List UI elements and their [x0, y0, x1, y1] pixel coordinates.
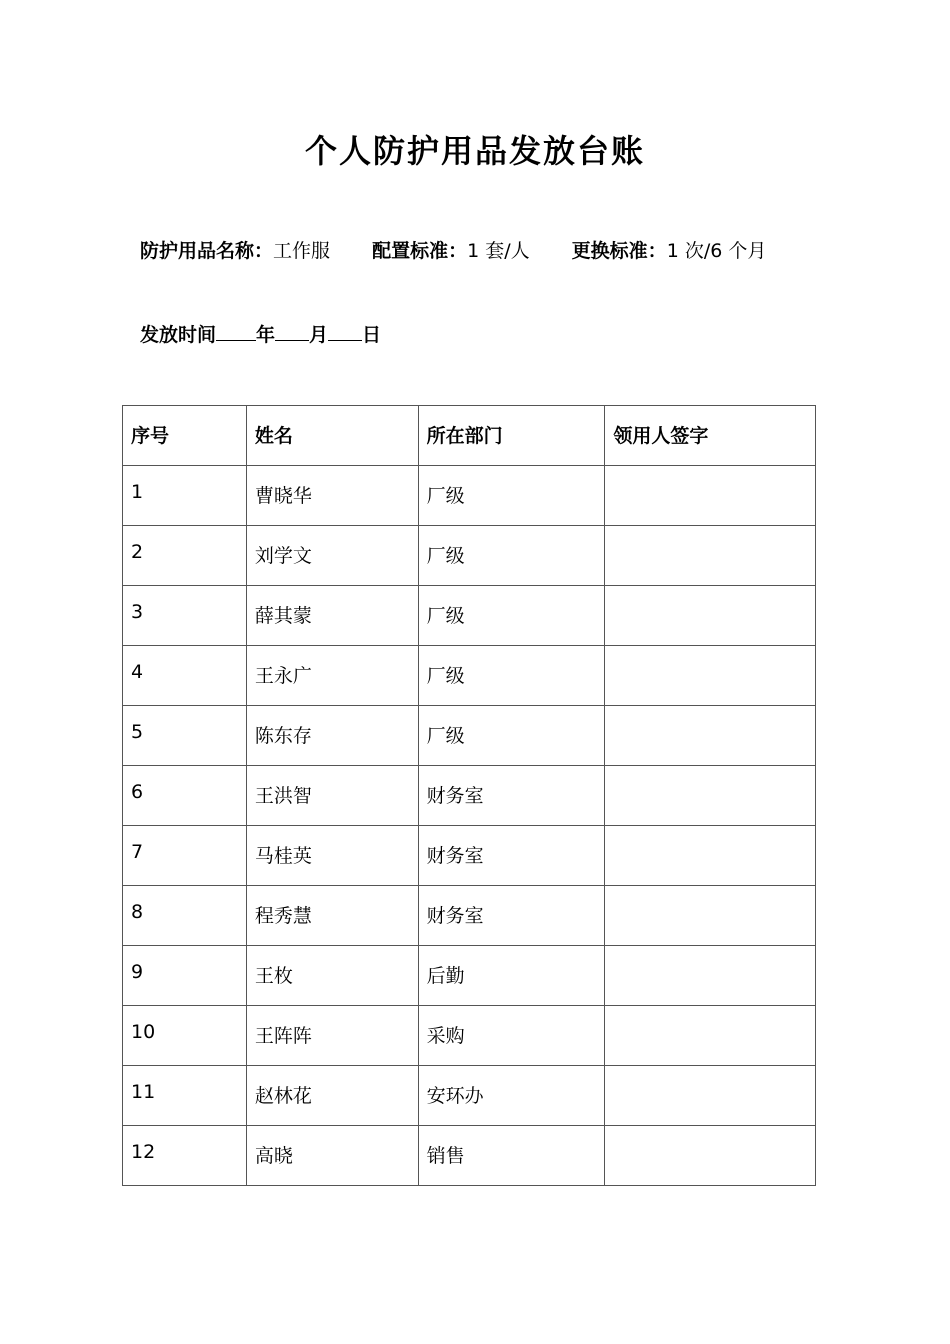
department-cell: 厂级 — [418, 586, 605, 646]
table-row — [123, 526, 816, 586]
serial-cell: 3 — [123, 586, 247, 646]
name-cell: 曹晓华 — [246, 466, 418, 526]
distribution-ledger-table — [122, 405, 816, 1186]
name-cell: 陈东存 — [246, 706, 418, 766]
department-cell: 安环办 — [418, 1066, 605, 1126]
table-row — [123, 766, 816, 826]
serial-cell: 8 — [123, 886, 247, 946]
table-row — [123, 586, 816, 646]
replace-standard-group — [572, 240, 767, 262]
day-label: 日 — [362, 324, 382, 346]
config-standard-value: 1 套/人 — [467, 240, 530, 262]
signature-cell[interactable] — [605, 1126, 816, 1186]
issue-date-line — [140, 320, 381, 347]
table-row — [123, 886, 816, 946]
serial-cell: 11 — [123, 1066, 247, 1126]
item-name-group — [140, 240, 336, 262]
header-signature: 领用人签字 — [605, 406, 816, 466]
department-cell: 厂级 — [418, 466, 605, 526]
name-cell: 薛其蒙 — [246, 586, 418, 646]
table-row — [123, 1006, 816, 1066]
serial-cell: 7 — [123, 826, 247, 886]
replace-standard-value: 1 次/6 个月 — [666, 240, 767, 262]
table-row — [123, 706, 816, 766]
signature-cell[interactable] — [605, 706, 816, 766]
serial-cell: 5 — [123, 706, 247, 766]
table-row — [123, 466, 816, 526]
serial-cell: 4 — [123, 646, 247, 706]
table-header-row — [123, 406, 816, 466]
serial-cell: 2 — [123, 526, 247, 586]
serial-cell: 6 — [123, 766, 247, 826]
signature-cell[interactable] — [605, 586, 816, 646]
config-standard-label: 配置标准： — [372, 240, 468, 262]
name-cell: 王枚 — [246, 946, 418, 1006]
document-title: 个人防护用品发放台账 — [304, 132, 645, 170]
signature-cell[interactable] — [605, 886, 816, 946]
replace-standard-label: 更换标准： — [571, 240, 667, 262]
year-label: 年 — [256, 324, 276, 346]
issue-date-label: 发放时间 — [140, 324, 217, 346]
serial-cell: 10 — [123, 1006, 247, 1066]
serial-cell: 12 — [123, 1126, 247, 1186]
department-cell: 厂级 — [418, 706, 605, 766]
department-cell: 财务室 — [418, 826, 605, 886]
config-standard-group — [372, 240, 536, 262]
department-cell: 财务室 — [418, 766, 605, 826]
name-cell: 程秀慧 — [246, 886, 418, 946]
month-blank[interactable] — [275, 322, 309, 341]
department-cell: 厂级 — [418, 526, 605, 586]
signature-cell[interactable] — [605, 1006, 816, 1066]
day-blank[interactable] — [328, 322, 362, 341]
department-cell: 厂级 — [418, 646, 605, 706]
name-cell: 王阵阵 — [246, 1006, 418, 1066]
table-row — [123, 646, 816, 706]
table-row — [123, 1126, 816, 1186]
item-name-value: 工作服 — [273, 240, 331, 262]
signature-cell[interactable] — [605, 646, 816, 706]
name-cell: 王洪智 — [246, 766, 418, 826]
signature-cell[interactable] — [605, 946, 816, 1006]
signature-cell[interactable] — [605, 526, 816, 586]
name-cell: 赵林花 — [246, 1066, 418, 1126]
serial-cell: 9 — [123, 946, 247, 1006]
name-cell: 刘学文 — [246, 526, 418, 586]
header-serial: 序号 — [123, 406, 247, 466]
signature-cell[interactable] — [605, 766, 816, 826]
year-blank[interactable] — [216, 322, 256, 341]
department-cell: 后勤 — [418, 946, 605, 1006]
name-cell: 马桂英 — [246, 826, 418, 886]
table-row — [123, 1066, 816, 1126]
department-cell: 销售 — [418, 1126, 605, 1186]
department-cell: 采购 — [418, 1006, 605, 1066]
info-line — [140, 236, 802, 263]
name-cell: 高晓 — [246, 1126, 418, 1186]
name-cell: 王永广 — [246, 646, 418, 706]
header-name: 姓名 — [246, 406, 418, 466]
table-row — [123, 946, 816, 1006]
signature-cell[interactable] — [605, 1066, 816, 1126]
department-cell: 财务室 — [418, 886, 605, 946]
header-department: 所在部门 — [418, 406, 605, 466]
month-label: 月 — [309, 324, 329, 346]
signature-cell[interactable] — [605, 826, 816, 886]
table-row — [123, 826, 816, 886]
signature-cell[interactable] — [605, 466, 816, 526]
serial-cell: 1 — [123, 466, 247, 526]
item-name-label: 防护用品名称： — [140, 240, 274, 262]
